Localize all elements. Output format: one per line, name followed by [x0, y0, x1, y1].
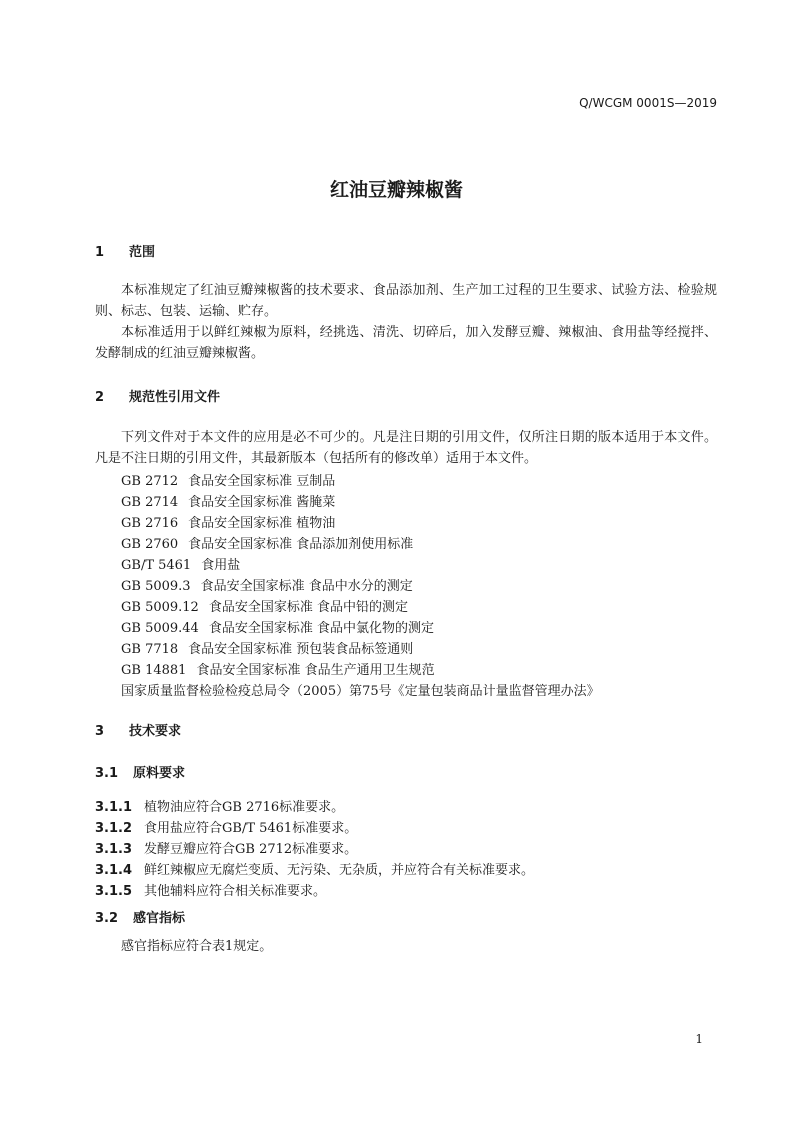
document-title: 红油豆瓣辣椒酱 [329, 179, 463, 201]
references-intro: 下列文件对于本文件的应用是必不可少的。凡是注日期的引用文件，仅所注日期的版本适用于本文件。凡是不注日期的引用文件，其最新版本（包括所有的修改单）适用于本文件。 [95, 430, 717, 466]
reference-code: GB 2760 [121, 537, 179, 552]
reference-code: GB 2712 [121, 474, 179, 489]
section-number: 3 [95, 724, 105, 739]
reference-item-regulation: 国家质量监督检验检疫总局令（2005）第75号《定量包装商品计量监督管理办法》 [121, 684, 600, 699]
reference-name: 食品安全国家标准 食品中氯化物的测定 [208, 621, 434, 636]
requirement-item [95, 796, 344, 815]
subsection-title: 感官指标 [133, 911, 186, 926]
reference-code: GB 2714 [121, 495, 179, 510]
reference-code: GB 2716 [121, 516, 179, 531]
reference-name: 食品安全国家标准 豆制品 [188, 474, 336, 489]
item-number: 3.1.2 [95, 821, 133, 836]
item-number: 3.1.5 [95, 884, 133, 899]
reference-code: GB 5009.3 [121, 579, 191, 594]
reference-item [121, 533, 413, 552]
item-text: 食用盐应符合GB/T 5461标准要求。 [144, 821, 358, 836]
section-title: 规范性引用文件 [129, 390, 221, 405]
requirement-item [95, 880, 326, 899]
item-text: 其他辅料应符合相关标准要求。 [144, 884, 327, 899]
reference-code: GB/T 5461 [121, 558, 192, 573]
reference-item [121, 596, 408, 615]
reference-item [121, 617, 434, 636]
reference-name: 食品安全国家标准 食品中水分的测定 [200, 579, 413, 594]
section-1-heading [95, 241, 155, 260]
item-text: 鲜红辣椒应无腐烂变质、无污染、无杂质，并应符合有关标准要求。 [144, 863, 535, 878]
reference-name: 食品安全国家标准 酱腌菜 [188, 495, 336, 510]
section-number: 2 [95, 390, 105, 405]
section-2-heading [95, 386, 220, 405]
reference-name: 食品安全国家标准 食品中铅的测定 [208, 600, 408, 615]
reference-item [121, 491, 335, 510]
requirement-item [95, 817, 357, 836]
subsection-title: 原料要求 [133, 766, 186, 781]
section-title: 技术要求 [129, 724, 182, 739]
section-3-heading [95, 720, 181, 739]
section-number: 1 [95, 245, 105, 260]
section-title: 范围 [129, 245, 156, 260]
subsection-number: 3.1 [95, 766, 119, 781]
requirement-item [95, 838, 357, 857]
item-text: 植物油应符合GB 2716标准要求。 [144, 800, 345, 815]
item-text: 发酵豆瓣应符合GB 2712标准要求。 [144, 842, 358, 857]
requirement-item [95, 859, 534, 878]
reference-item [121, 575, 413, 594]
page-number: 1 [695, 1032, 703, 1046]
reference-code: GB 14881 [121, 663, 187, 678]
reference-name: 食品安全国家标准 预包装食品标签通则 [188, 642, 414, 657]
item-number: 3.1.3 [95, 842, 133, 857]
reference-name: 食品安全国家标准 食品添加剂使用标准 [188, 537, 414, 552]
item-number: 3.1.1 [95, 800, 133, 815]
reference-item [121, 638, 413, 657]
subsection-3-2-heading [95, 907, 185, 926]
document-code: Q/WCGM 0001S—2019 [579, 96, 717, 110]
reference-item [121, 659, 435, 678]
reference-name: 食用盐 [201, 558, 241, 573]
item-number: 3.1.4 [95, 863, 133, 878]
reference-code: GB 5009.44 [121, 621, 199, 636]
reference-item [121, 470, 335, 489]
subsection-number: 3.2 [95, 911, 119, 926]
reference-name: 食品安全国家标准 植物油 [188, 516, 336, 531]
reference-item [121, 554, 240, 573]
sensory-paragraph: 感官指标应符合表1规定。 [121, 939, 273, 954]
subsection-3-1-heading [95, 762, 185, 781]
reference-code: GB 5009.12 [121, 600, 199, 615]
reference-item [121, 512, 335, 531]
reference-code: GB 7718 [121, 642, 179, 657]
scope-paragraph-2: 本标准适用于以鲜红辣椒为原料，经挑选、清洗、切碎后，加入发酵豆瓣、辣椒油、食用盐等经搅拌、发酵制成的红油豆瓣辣椒酱。 [95, 325, 717, 361]
reference-name: 食品安全国家标准 食品生产通用卫生规范 [196, 663, 435, 678]
scope-paragraph-1: 本标准规定了红油豆瓣辣椒酱的技术要求、食品添加剂、生产加工过程的卫生要求、试验方法、检验规则、标志、包装、运输、贮存。 [95, 283, 717, 319]
